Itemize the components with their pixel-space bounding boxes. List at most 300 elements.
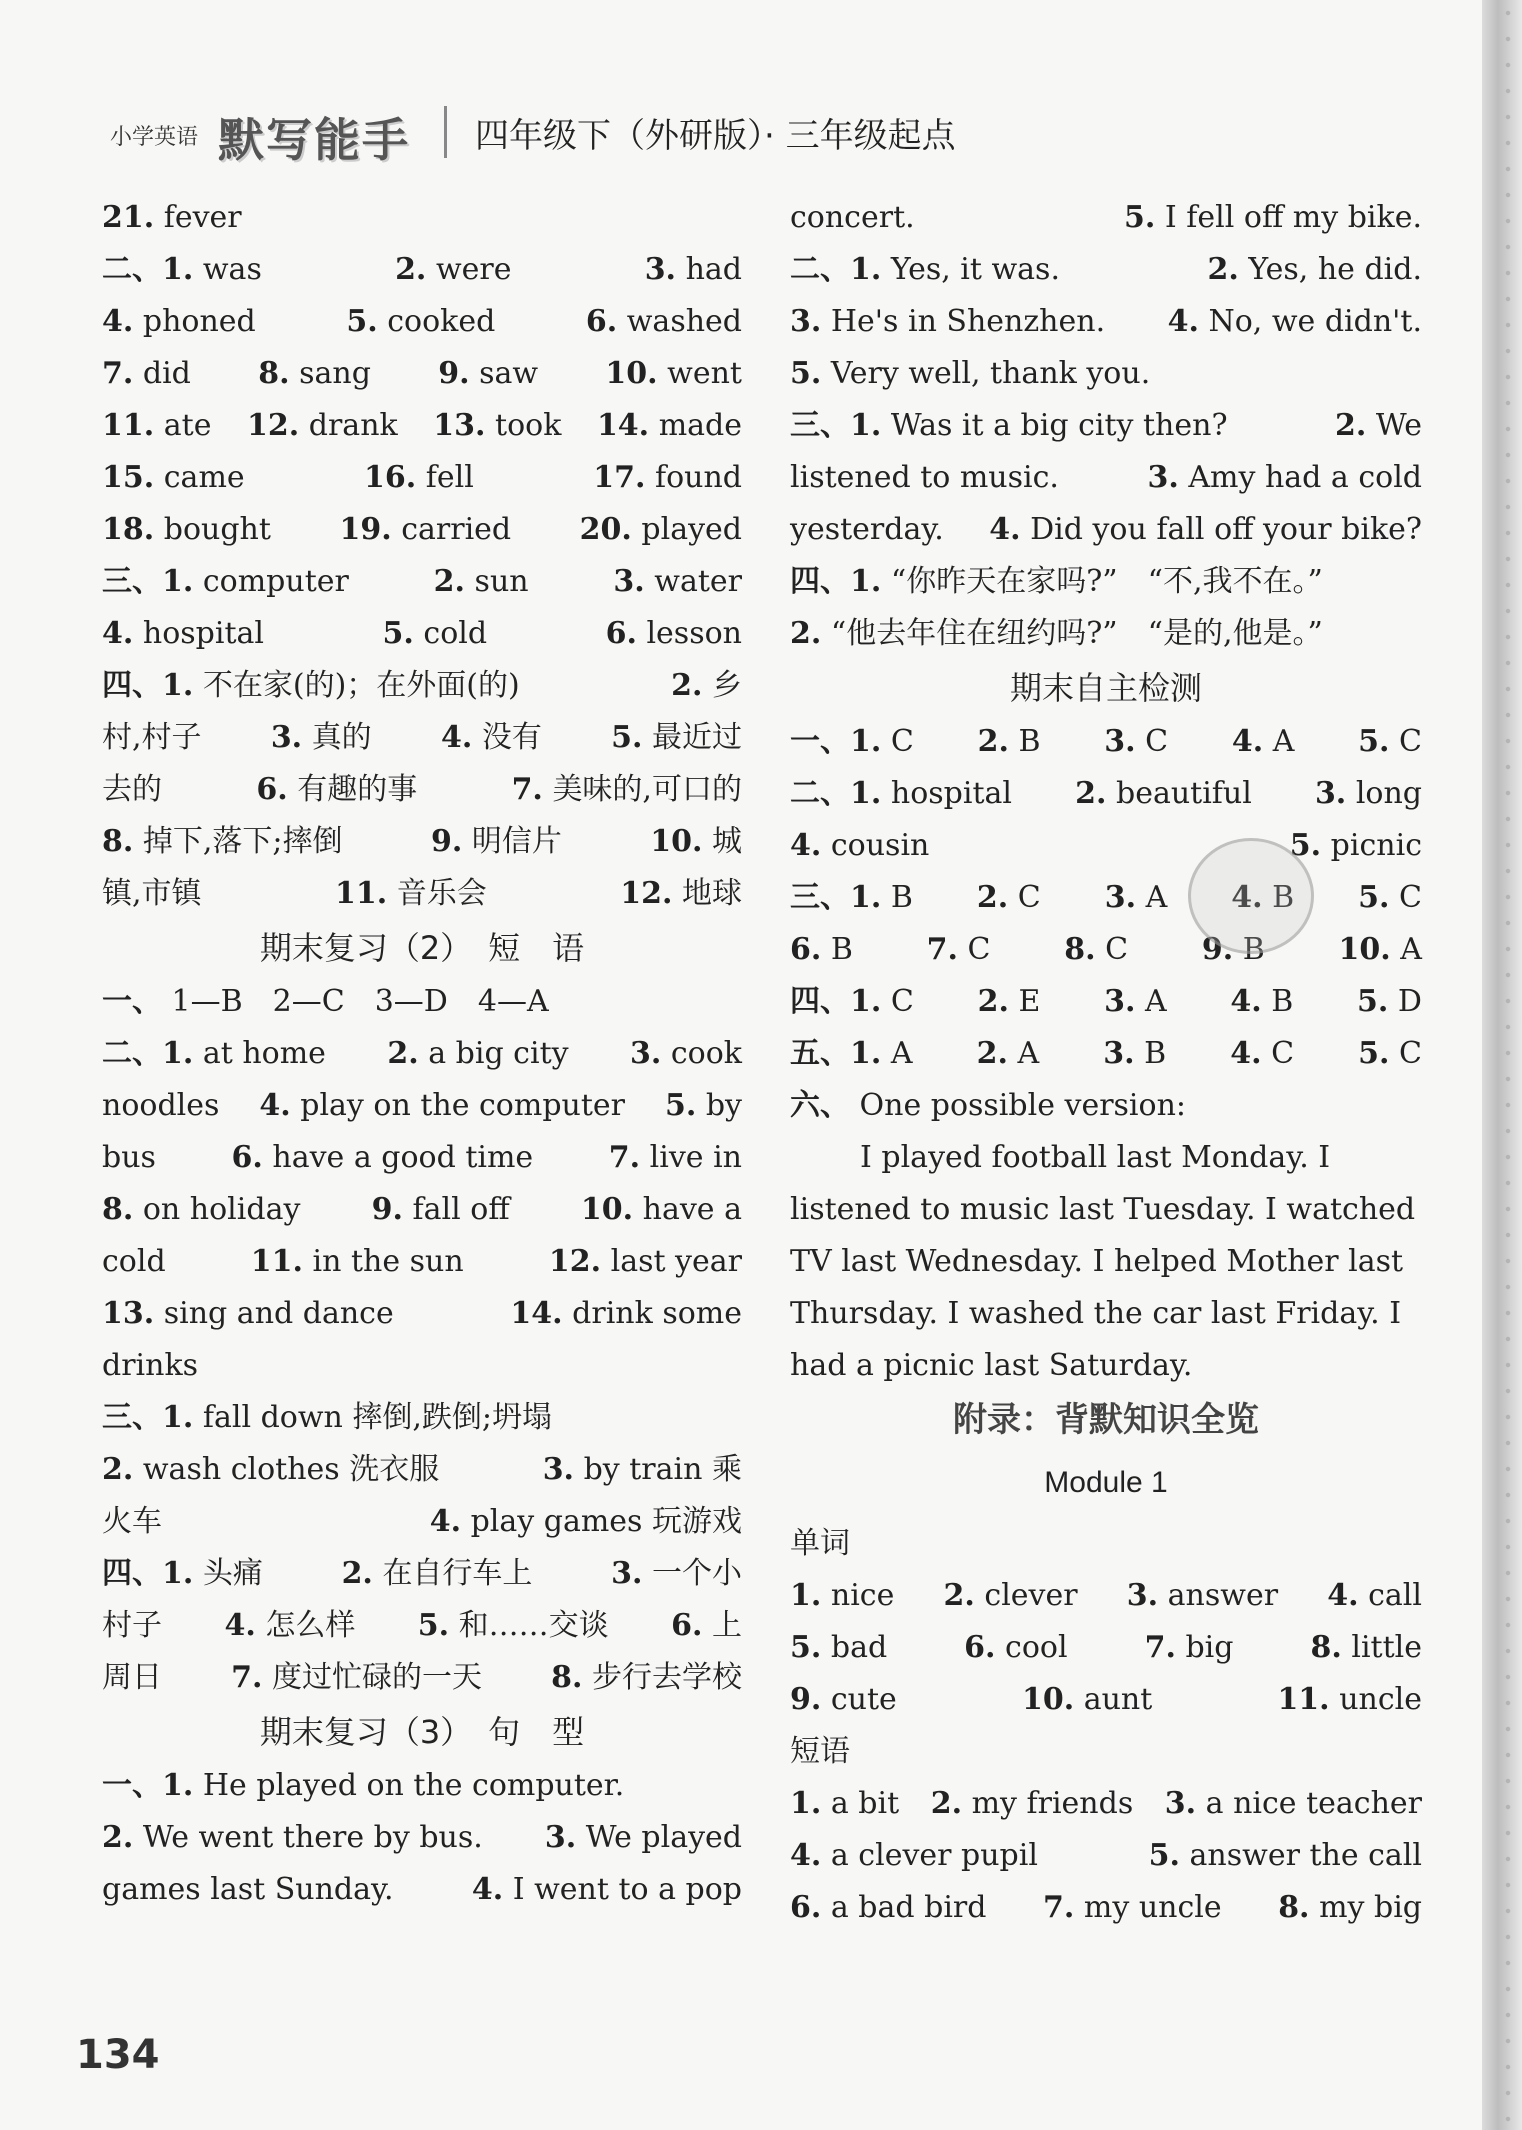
item-number: 二、1. [790,776,882,811]
answer-item [790,400,1228,452]
item-number: 4. [790,828,822,863]
answer-item [102,1768,624,1803]
item-number: 3. [1126,1578,1159,1613]
item-text: fall off [412,1192,510,1227]
answer-item [790,768,1012,820]
answer-item [790,616,1323,651]
answer-item [438,348,538,400]
item-number: 8. [1278,1890,1310,1925]
item-text: 最近过 [651,720,742,755]
item-number: 3. [1147,460,1179,495]
answer-line [790,1882,1422,1934]
item-number: 6. [964,1630,996,1665]
item-number: 3. [1104,880,1137,915]
answer-item [977,1028,1040,1080]
item-number: 5. [790,356,822,391]
answer-item [978,976,1041,1028]
answer-line [102,816,742,868]
item-number: 三、1. [790,880,882,915]
answer-item [1075,768,1252,820]
answer-line [102,868,742,920]
item-number: 6. [231,1140,263,1175]
item-text: have a [642,1192,742,1227]
answer-item [790,1778,899,1830]
item-text: a nice teacher [1205,1786,1422,1821]
item-text: C [1017,880,1041,915]
answer-line [102,1600,742,1652]
module-title: Module 1 [1044,1466,1168,1499]
item-number: 10. [1338,932,1391,967]
item-text: drink some [572,1296,742,1331]
answer-item [102,816,343,868]
item-number: 8. [1310,1630,1342,1665]
item-number: 6. [790,932,822,967]
answer-line [790,1622,1422,1674]
item-text: answer the call [1189,1838,1422,1873]
item-text: B [890,880,913,915]
answer-line [102,608,742,660]
answer-item [611,1548,742,1600]
item-text: C [1105,932,1129,967]
item-number: 5. [1357,984,1389,1019]
answer-item [102,1652,162,1704]
answer-line [102,1548,742,1600]
paragraph-line: I played football last Monday. I [860,1140,1331,1175]
item-number: 7. [511,772,543,807]
answer-item [790,296,1105,348]
item-number: 3. [630,1036,662,1071]
item-text: a big city [428,1036,569,1071]
item-text: big [1185,1630,1234,1665]
item-text: by [705,1088,742,1123]
answer-line [790,1080,1422,1132]
answer-line [790,924,1422,976]
answer-item [790,1830,1038,1882]
item-number: 4. [102,304,134,339]
answer-line [790,1778,1422,1830]
item-text: 村子 [102,1608,162,1643]
item-number: 2. [976,880,1009,915]
item-text: ate [163,408,212,443]
item-number: 4. [224,1608,256,1643]
item-number: 5. [611,720,643,755]
item-number: 10. [580,1192,634,1227]
item-text: cute [830,1682,897,1717]
item-number: 6. [790,1890,822,1925]
answer-item [1149,1830,1422,1882]
answer-item [1208,244,1422,296]
answer-item [1358,1028,1422,1080]
item-text: little [1351,1630,1422,1665]
item-text: A [1144,984,1167,1019]
item-text: fall down 摔倒,跌倒;坍塌 [202,1400,553,1435]
item-number: 9. [1201,932,1234,967]
item-text: fell [425,460,474,495]
answer-item [102,244,262,296]
item-text: 头痛 [202,1556,263,1591]
item-text: cousin [830,828,930,863]
answer-item [1230,1028,1294,1080]
item-number: 四、1. [102,668,194,703]
item-number: 5. [664,1088,697,1123]
item-text: He's in Shenzhen. [830,304,1106,339]
answer-item [232,1132,534,1184]
item-text: 火车 [102,1504,162,1539]
answer-line [102,660,742,712]
item-text: beautiful [1115,776,1252,811]
answer-item [346,296,495,348]
answer-item [1043,1882,1222,1934]
item-number: 3. [611,1556,643,1591]
item-text: noodles [102,1088,220,1123]
answer-item [102,712,202,764]
answer-item [395,244,511,296]
answer-item [102,400,211,452]
answer-item [790,924,853,976]
answer-line [790,820,1422,872]
answer-item [1290,820,1422,872]
answer-line [790,244,1422,296]
answer-item [1277,1674,1422,1726]
section-heading: 期末复习（2） 短 语 [259,929,585,967]
answer-item [1104,716,1168,768]
item-text: D [1397,984,1422,1019]
item-number: 18. [102,512,155,547]
answer-item [102,1548,263,1600]
answer-item [431,816,562,868]
page-header [100,100,1300,167]
item-text: at home [202,1036,326,1071]
item-number: 四、1. [102,1556,194,1591]
item-text: B [1144,1036,1167,1071]
item-text: fever [163,200,242,235]
answer-item [1165,1778,1422,1830]
item-number: 2. [671,668,703,703]
answer-item [611,712,742,764]
answer-line [102,1392,742,1444]
item-number: 11. [102,408,155,443]
item-text: lesson [646,616,742,651]
item-number: 3. [270,720,303,755]
item-text: was [202,252,262,287]
answer-item [1022,1674,1152,1726]
answer-item [1327,1570,1422,1622]
item-number: 6. [256,772,288,807]
answer-item [102,1028,326,1080]
item-text: C [1399,724,1422,759]
answer-item [102,1400,552,1435]
item-text: have a good time [272,1140,534,1175]
item-text: We [1375,408,1422,443]
answer-item [671,1600,742,1652]
header-title: 四年级下（外研版）· 三年级起点 [475,116,956,156]
item-text: B [1272,880,1295,915]
item-text: C [1398,1036,1422,1071]
answer-line [790,1028,1422,1080]
item-number: 四、1. [790,984,882,1019]
answer-item [978,716,1041,768]
item-text: C [890,984,914,1019]
answer-line [102,764,742,816]
item-number: 10. [605,356,658,391]
item-number: 三、1. [102,564,194,599]
answer-item [256,764,417,816]
item-text: “他去年住在纽约吗?” “是的,他是。” [830,616,1323,651]
item-number: 7. [102,356,134,391]
answer-item [944,1570,1078,1622]
item-number: 10. [650,824,703,859]
item-text: No, we didn't. [1208,304,1422,339]
item-text: 乡 [712,668,742,703]
item-number: 7. [926,932,958,967]
answer-line [102,1444,742,1496]
item-number: 1. [790,1786,822,1821]
answer-item [247,400,398,452]
answer-line [790,192,1422,244]
answer-item [387,1028,568,1080]
item-text: cooked [387,304,496,339]
item-text: We played [585,1820,742,1855]
item-text: play games 玩游戏 [470,1504,742,1539]
item-number: 一、1. [790,724,882,759]
item-text: a bad bird [830,1890,987,1925]
item-text: hospital [890,776,1012,811]
answer-item [102,452,245,504]
answer-item [1103,1028,1166,1080]
item-number: 6. [585,304,618,339]
answer-item [372,1184,510,1236]
item-number: 4. [790,1838,822,1873]
item-number: 5. [790,1630,822,1665]
answer-item [441,712,542,764]
item-text: cold [102,1244,166,1279]
item-text: live in [649,1140,742,1175]
answer-item [102,764,162,816]
answer-item [102,1600,162,1652]
item-number: 20. [579,512,632,547]
answer-item [593,452,742,504]
item-number: 13. [433,408,486,443]
answer-line [102,452,742,504]
item-text: 和……交谈 [458,1608,609,1643]
item-number: 4. [1230,984,1262,1019]
answer-item [102,660,520,712]
item-text: my big [1319,1890,1422,1925]
answer-item [102,296,256,348]
item-text: sun [474,564,529,599]
answer-item [102,1288,394,1340]
paragraph-line: TV last Wednesday. I helped Mother last [790,1244,1404,1279]
item-number: 8. [258,356,290,391]
answer-item [1310,1622,1422,1674]
item-text: 镇,市镇 [102,876,202,911]
item-text: 真的 [311,720,372,755]
item-text: C [1271,1036,1295,1071]
item-number: 2. [977,984,1009,1019]
answer-item [605,348,742,400]
answer-line [790,296,1422,348]
section-heading: 期末自主检测 [1009,669,1202,707]
item-number: 2. [930,1786,963,1821]
item-number: 11. [1277,1682,1330,1717]
answer-item [977,872,1041,924]
item-text: 怎么样 [265,1608,356,1643]
answer-line [102,1080,742,1132]
answer-line [790,400,1422,452]
item-text: He played on the computer. [202,1768,625,1803]
answer-item [231,1652,482,1704]
item-number: 2. [790,616,822,651]
item-text: Yes, it was. [890,252,1060,287]
item-text: answer [1167,1578,1279,1613]
answer-item [613,556,742,608]
answer-line [102,400,742,452]
item-number: 4. [1230,1036,1262,1071]
answer-line [102,1864,742,1916]
item-number: 3. [644,252,677,287]
item-number: 一、1. [102,1768,194,1803]
item-text: saw [479,356,539,391]
item-text: E [1018,984,1041,1019]
item-text: carried [401,512,512,547]
item-text: bought [163,512,271,547]
item-number: 8. [551,1660,583,1695]
item-text: I fell off my bike. [1164,200,1422,235]
answer-item [383,608,488,660]
item-text: drank [308,408,398,443]
item-number: 5. [346,304,378,339]
item-number: 3. [542,1452,575,1487]
answer-item [1230,976,1293,1028]
subsection-heading: 短语 [790,1734,850,1769]
answer-line [102,1340,742,1392]
answer-item [551,1652,742,1704]
item-text: found [654,460,742,495]
answer-item [790,1570,894,1622]
answer-line [790,1674,1422,1726]
answer-item [1315,768,1422,820]
item-text: 掉下,落下;摔倒 [142,824,343,859]
item-text: play on the computer [300,1088,625,1123]
answer-item [430,1496,742,1548]
answer-item [271,712,372,764]
answer-item [1358,716,1422,768]
answer-line [790,348,1422,400]
answer-item [545,1812,742,1864]
item-text: concert. [790,200,915,235]
item-number: 11. [250,1244,303,1279]
answer-item [512,764,742,816]
answer-line [102,1652,742,1704]
item-number: 12. [620,876,673,911]
item-text: A [1145,880,1168,915]
answer-item [790,192,915,244]
item-text: Did you fall off your bike? [1030,512,1422,547]
item-text: water [654,564,742,599]
item-text: C [890,724,914,759]
answer-item [671,660,742,712]
item-text: B [1242,932,1265,967]
item-number: 3. [1314,776,1347,811]
answer-line [102,244,742,296]
left-column [102,192,742,1916]
item-text: C [967,932,991,967]
item-text: yesterday. [790,512,944,547]
item-number: 12. [548,1244,602,1279]
item-number: 三、1. [102,1400,194,1435]
answer-item [586,296,742,348]
item-text: bad [830,1630,888,1665]
item-number: 3. [790,304,822,339]
answer-item [790,244,1060,296]
answer-item [790,976,914,1028]
answer-item [1124,192,1422,244]
answer-line [102,1288,742,1340]
item-number: 六、 [790,1088,850,1123]
item-number: 13. [102,1296,155,1331]
item-number: 一、 [102,984,162,1019]
item-number: 9. [430,824,463,859]
answer-item [434,556,529,608]
item-text: a bit [830,1786,900,1821]
answer-item [1358,872,1422,924]
answer-line [102,1812,742,1864]
item-number: 2. [433,564,465,599]
item-text: clever [984,1578,1078,1613]
item-text: long [1355,776,1422,811]
item-text: C [1145,724,1169,759]
item-text: took [495,408,562,443]
item-number: 17. [593,460,646,495]
item-number: 10. [1021,1682,1075,1717]
answer-item [102,1236,166,1288]
item-text: on holiday [142,1192,301,1227]
item-number: 7. [1144,1630,1176,1665]
item-number: 2. [102,1452,134,1487]
item-text: drinks [102,1348,199,1383]
item-number: 二、1. [790,252,882,287]
item-number: 4. [1231,724,1264,759]
item-number: 4. [471,1872,504,1907]
item-text: washed [626,304,742,339]
item-text: sing and dance [163,1296,394,1331]
item-text: games last Sunday. [102,1872,394,1907]
item-text: 在自行车上 [382,1556,533,1591]
answer-line [790,1570,1422,1622]
answer-item [433,400,561,452]
item-text: 城 [712,824,742,859]
item-number: 5. [1358,880,1390,915]
item-number: 3. [1104,724,1136,759]
item-number: 6. [671,1608,703,1643]
answer-item [1357,976,1422,1028]
item-number: 16. [364,460,417,495]
item-text: phoned [142,304,256,339]
appendix-heading: 附录：背默知识全览 [953,1400,1259,1440]
answer-item [102,1812,483,1864]
item-text: A [1272,724,1295,759]
answer-item [790,1882,986,1934]
item-text: picnic [1330,828,1422,863]
answer-line [102,976,742,1028]
item-number: 14. [596,408,650,443]
item-number: 二、1. [102,252,194,287]
item-number: 7. [608,1140,641,1175]
item-number: 2. [341,1556,373,1591]
item-number: 5. [417,1608,450,1643]
answer-line [102,1236,742,1288]
item-text: A [1400,932,1422,967]
